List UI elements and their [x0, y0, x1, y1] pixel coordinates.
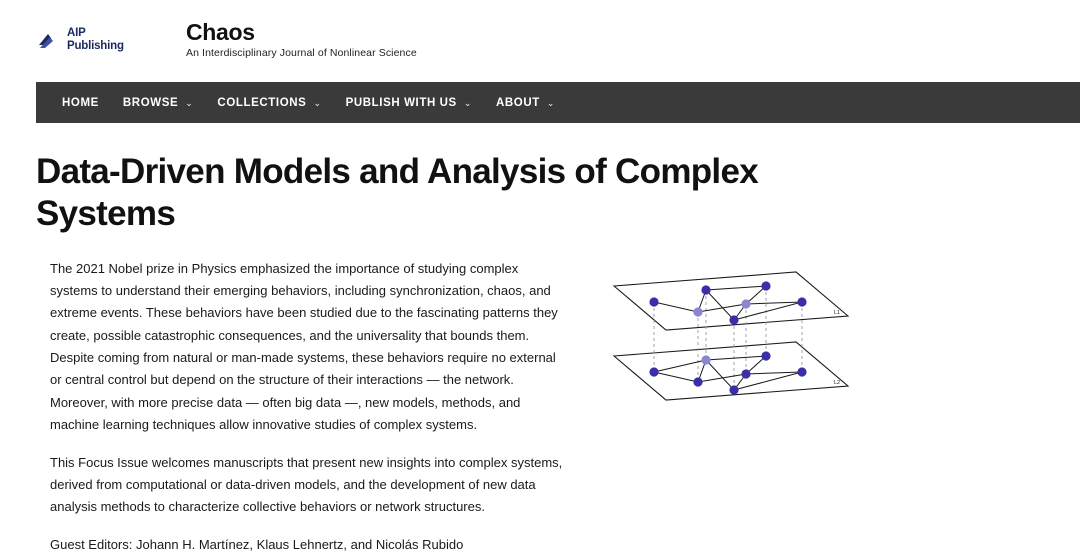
figure-column	[606, 258, 856, 414]
chevron-down-icon: ⌄	[313, 98, 322, 108]
layer-label-l2: L2	[834, 379, 841, 386]
body-columns	[36, 258, 1044, 556]
aip-publishing-logo[interactable]	[38, 27, 150, 53]
nav-item-home-label: HOME	[62, 96, 99, 109]
nav-item-about-label: ABOUT	[495, 96, 540, 109]
journal-title: Chaos	[186, 19, 255, 45]
chevron-down-icon: ⌄	[546, 98, 556, 108]
chevron-down-icon: ⌄	[185, 98, 194, 108]
main-navigation[interactable]	[36, 82, 1080, 123]
nav-item-collections[interactable]	[205, 82, 333, 123]
description-text-column	[36, 258, 566, 556]
guest-editors-line: Guest Editors: Johann H. Martínez, Klaus Lehnertz, and Nicolás Rubido	[50, 536, 464, 552]
paragraph-2: This Focus Issue welcomes manuscripts that present new insights into complex systems, derived from computational or data-driven models, and the development of new data analysis methods to characterize collective behaviors or network structures.	[50, 454, 563, 515]
paragraph-1: The 2021 Nobel prize in Physics emphasized the importance of studying complex systems to understand their emerging behaviors, including synchronization, chaos, and extreme events. These behaviors have been studied due to the fascinating patterns they create, possible catastrophic consequences, and the universality that bounds them. Despite coming from natural or man-made systems, these behaviors require no external or central control but depend on the structure of their interactions — the network. Moreover, with more precise data — often big data —, new models, methods, and machine learning techniques allow innovative studies of complex systems.	[50, 260, 558, 433]
nav-item-browse-label: BROWSE	[122, 96, 179, 109]
main-content	[0, 123, 1080, 559]
nav-item-home[interactable]	[50, 82, 111, 123]
aip-logo-text	[67, 27, 124, 53]
journal-subtitle: An Interdisciplinary Journal of Nonlinear Science	[186, 47, 417, 60]
nav-item-browse[interactable]	[111, 82, 206, 123]
nav-item-collections-label: COLLECTIONS	[217, 96, 307, 109]
nav-item-about[interactable]	[484, 82, 567, 123]
aip-logo-line2: Publishing	[67, 39, 124, 52]
journal-title-block	[186, 20, 417, 59]
nav-item-publish-with-us[interactable]	[334, 82, 484, 123]
multilayer-network-figure	[606, 264, 856, 414]
site-masthead	[0, 0, 1080, 77]
chevron-down-icon: ⌄	[463, 98, 472, 108]
nav-item-publish-with-us-label: PUBLISH WITH US	[345, 96, 457, 109]
aip-wave-logo-icon	[38, 30, 62, 50]
page-title: Data-Driven Models and Analysis of Complex Systems	[36, 152, 758, 234]
layer-label-l1: L1	[834, 309, 841, 316]
aip-logo-line1: AIP	[67, 26, 86, 39]
